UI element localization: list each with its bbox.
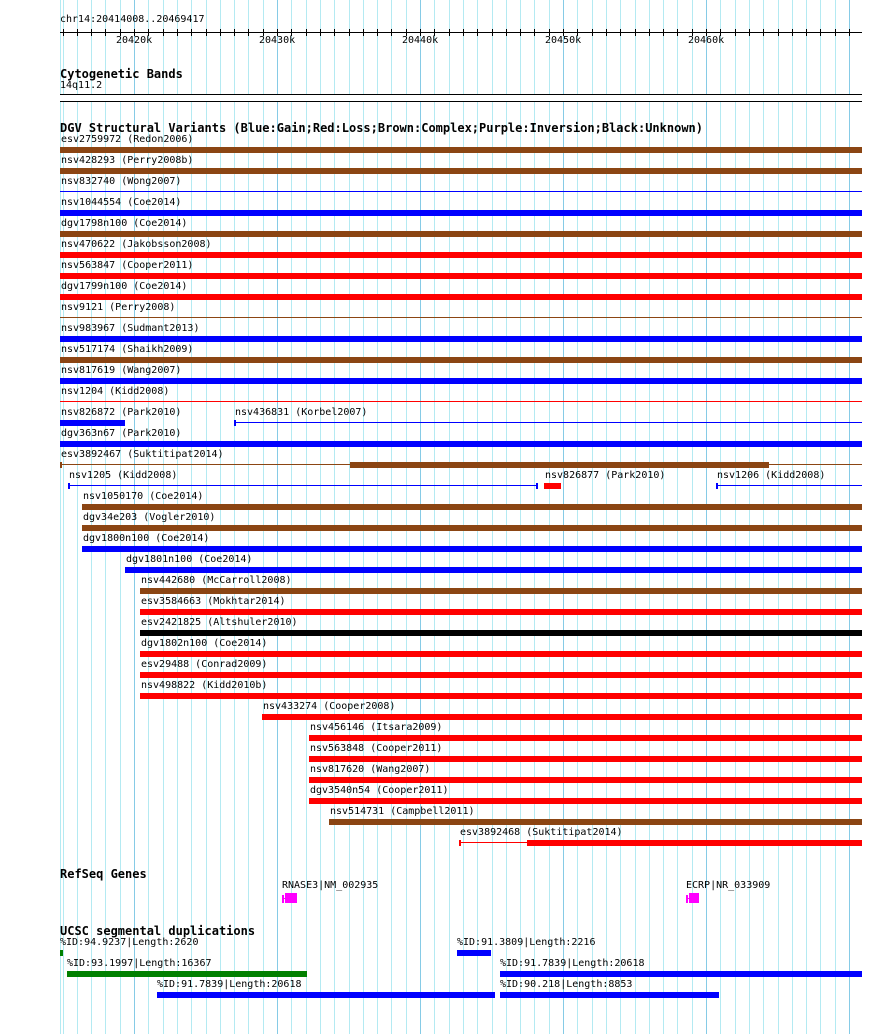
- ruler-tick: [778, 29, 779, 36]
- structural-variant-label[interactable]: nsv470622 (Jakobsson2008): [61, 239, 212, 250]
- structural-variant-bar[interactable]: [60, 273, 862, 279]
- segdup-label[interactable]: %ID:91.7839|Length:20618: [500, 958, 645, 969]
- grid-line: [477, 0, 478, 1034]
- ruler-tick: [849, 29, 850, 36]
- structural-variant-cap: [459, 840, 461, 846]
- structural-variant-cap: [234, 420, 236, 426]
- grid-line: [434, 0, 435, 1034]
- structural-variant-cap: [536, 483, 538, 489]
- ruler-tick: [163, 29, 164, 36]
- ruler-tick: [234, 29, 235, 36]
- ruler-tick: [649, 29, 650, 36]
- cytoband-band[interactable]: [60, 94, 862, 102]
- ruler-tick: [63, 29, 64, 36]
- structural-variant-label[interactable]: dgv1801n100 (Coe2014): [126, 554, 253, 565]
- grid-line: [720, 0, 721, 1034]
- structural-variant-label[interactable]: nsv826877 (Park2010): [545, 470, 666, 481]
- grid-line: [506, 0, 507, 1034]
- ruler-tick: [334, 29, 335, 36]
- structural-variant-label[interactable]: dgv363n67 (Park2010): [61, 428, 182, 439]
- cytoband-label: 14q11.2: [60, 80, 103, 91]
- ruler-tick-label: 20450k: [545, 35, 582, 46]
- grid-line: [406, 0, 407, 1034]
- ruler-axis-line: [60, 32, 862, 33]
- grid-line: [363, 0, 364, 1034]
- structural-variant-label[interactable]: nsv1204 (Kidd2008): [61, 386, 170, 397]
- structural-variant-label[interactable]: nsv832740 (Wong2007): [61, 176, 182, 187]
- structural-variant-bar[interactable]: [140, 693, 862, 699]
- grid-line: [749, 0, 750, 1034]
- structural-variant-label[interactable]: nsv563848 (Cooper2011): [310, 743, 443, 754]
- ruler-tick: [763, 29, 764, 36]
- structural-variant-label[interactable]: nsv517174 (Shaikh2009): [61, 344, 194, 355]
- structural-variant-bar[interactable]: [140, 630, 862, 636]
- ruler-tick: [306, 29, 307, 36]
- structural-variant-line[interactable]: [68, 485, 538, 486]
- structural-variant-label[interactable]: esv3892468 (Suktitipat2014): [460, 827, 623, 838]
- grid-line: [334, 0, 335, 1034]
- structural-variant-label[interactable]: nsv817619 (Wang2007): [61, 365, 182, 376]
- structural-variant-bar[interactable]: [140, 588, 862, 594]
- grid-line: [220, 0, 221, 1034]
- structural-variant-label[interactable]: nsv1205 (Kidd2008): [69, 470, 178, 481]
- structural-variant-label[interactable]: esv29488 (Conrad2009): [141, 659, 268, 670]
- dgv-track-title: DGV Structural Variants (Blue:Gain;Red:Loss;Brown:Complex;Purple:Inversion;Black:Unknown): [60, 121, 703, 135]
- gene-label[interactable]: RNASE3|NM_002935: [282, 880, 379, 891]
- grid-line: [835, 0, 836, 1034]
- ruler-tick: [534, 29, 535, 36]
- grid-line: [677, 0, 678, 1034]
- segdup-label[interactable]: %ID:91.7839|Length:20618: [157, 979, 302, 990]
- structural-variant-bar[interactable]: [60, 147, 862, 153]
- grid-line: [449, 0, 450, 1034]
- ruler-tick: [349, 29, 350, 36]
- structural-variant-label[interactable]: nsv498822 (Kidd2010b): [141, 680, 268, 691]
- grid-line: [663, 0, 664, 1034]
- structural-variant-label[interactable]: esv3584663 (Mokhtar2014): [141, 596, 286, 607]
- grid-line: [263, 0, 264, 1034]
- structural-variant-label[interactable]: nsv826872 (Park2010): [61, 407, 182, 418]
- grid-line: [577, 0, 578, 1034]
- structural-variant-cap: [68, 483, 70, 489]
- ruler-tick: [806, 29, 807, 36]
- segdup-track-title: UCSC segmental duplications: [60, 924, 256, 938]
- grid-line: [763, 0, 764, 1034]
- ruler-tick: [377, 29, 378, 36]
- grid-line: [377, 0, 378, 1034]
- structural-variant-bar[interactable]: [60, 357, 862, 363]
- structural-variant-label[interactable]: nsv433274 (Cooper2008): [263, 701, 396, 712]
- ruler-tick: [592, 29, 593, 36]
- cytoband-track-title: Cytogenetic Bands: [60, 67, 183, 81]
- ruler-tick: [635, 29, 636, 36]
- grid-line: [792, 0, 793, 1034]
- grid-line: [706, 0, 707, 1034]
- grid-line: [778, 0, 779, 1034]
- ruler-tick: [177, 29, 178, 36]
- grid-line: [320, 0, 321, 1034]
- structural-variant-bar[interactable]: [60, 231, 862, 237]
- structural-variant-line[interactable]: [234, 422, 862, 423]
- structural-variant-label[interactable]: esv3892467 (Suktitipat2014): [61, 449, 224, 460]
- position-label: chr14:20414008..20469417: [60, 14, 205, 25]
- structural-variant-label[interactable]: dgv1800n100 (Coe2014): [83, 533, 210, 544]
- structural-variant-bar[interactable]: [140, 672, 862, 678]
- ruler-tick-label: 20460k: [688, 35, 725, 46]
- ruler-tick: [391, 29, 392, 36]
- grid-line: [534, 0, 535, 1034]
- ruler-tick: [191, 29, 192, 36]
- structural-variant-bar[interactable]: [60, 252, 862, 258]
- ruler-tick: [91, 29, 92, 36]
- ruler-tick: [320, 29, 321, 36]
- structural-variant-label[interactable]: esv2421825 (Altshuler2010): [141, 617, 298, 628]
- structural-variant-label[interactable]: nsv456146 (Itsara2009): [310, 722, 443, 733]
- segdup-label[interactable]: %ID:91.3809|Length:2216: [457, 937, 596, 948]
- gene-exon[interactable]: [285, 893, 297, 903]
- ruler-tick: [835, 29, 836, 36]
- structural-variant-label[interactable]: nsv9121 (Perry2008): [61, 302, 176, 313]
- structural-variant-label[interactable]: nsv514731 (Campbell2011): [330, 806, 475, 817]
- grid-line: [492, 0, 493, 1034]
- structural-variant-bar[interactable]: [544, 483, 561, 489]
- ruler-tick: [77, 29, 78, 36]
- structural-variant-label[interactable]: dgv3540n54 (Cooper2011): [310, 785, 449, 796]
- grid-line: [735, 0, 736, 1034]
- segdup-bar[interactable]: [67, 971, 307, 977]
- structural-variant-line[interactable]: [60, 191, 862, 192]
- ruler-tick: [105, 29, 106, 36]
- structural-variant-bar[interactable]: [60, 441, 862, 447]
- ruler-tick-label: 20430k: [259, 35, 296, 46]
- structural-variant-label[interactable]: dgv1802n100 (Coe2014): [141, 638, 268, 649]
- structural-variant-bar[interactable]: [309, 735, 862, 741]
- grid-line: [606, 0, 607, 1034]
- structural-variant-bar[interactable]: [309, 756, 862, 762]
- structural-variant-bar[interactable]: [60, 378, 862, 384]
- segdup-label[interactable]: %ID:93.1997|Length:16367: [67, 958, 212, 969]
- structural-variant-bar[interactable]: [350, 462, 769, 468]
- structural-variant-label[interactable]: nsv436831 (Korbel2007): [235, 407, 368, 418]
- ruler-tick: [663, 29, 664, 36]
- grid-line: [277, 0, 278, 1034]
- ruler-tick: [477, 29, 478, 36]
- grid-line: [549, 0, 550, 1034]
- structural-variant-bar[interactable]: [527, 840, 862, 846]
- structural-variant-bar[interactable]: [140, 651, 862, 657]
- segdup-label[interactable]: %ID:94.9237|Length:2620: [60, 937, 199, 948]
- structural-variant-line[interactable]: [716, 485, 862, 486]
- segdup-bar[interactable]: [157, 992, 495, 998]
- ruler-tick: [677, 29, 678, 36]
- ruler-tick: [520, 29, 521, 36]
- grid-line: [248, 0, 249, 1034]
- grid-line: [806, 0, 807, 1034]
- grid-line: [291, 0, 292, 1034]
- structural-variant-line[interactable]: [60, 317, 862, 318]
- structural-variant-bar[interactable]: [60, 336, 862, 342]
- ruler-tick: [463, 29, 464, 36]
- ruler-tick: [606, 29, 607, 36]
- ruler-tick: [735, 29, 736, 36]
- gene-exon[interactable]: [689, 893, 699, 903]
- structural-variant-bar[interactable]: [309, 798, 862, 804]
- grid-line: [234, 0, 235, 1034]
- structural-variant-label[interactable]: nsv1206 (Kidd2008): [717, 470, 826, 481]
- segdup-bar[interactable]: [60, 950, 63, 956]
- segdup-bar[interactable]: [500, 971, 862, 977]
- ruler-tick: [363, 29, 364, 36]
- structural-variant-label[interactable]: nsv983967 (Sudmant2013): [61, 323, 200, 334]
- ruler-tick: [206, 29, 207, 36]
- structural-variant-label[interactable]: dgv1799n100 (Coe2014): [61, 281, 188, 292]
- gene-label[interactable]: ECRP|NR_033909: [686, 880, 771, 891]
- grid-line: [592, 0, 593, 1034]
- segdup-label[interactable]: %ID:90.218|Length:8853: [500, 979, 633, 990]
- grid-line: [692, 0, 693, 1034]
- grid-line: [349, 0, 350, 1034]
- structural-variant-line[interactable]: [60, 401, 862, 402]
- structural-variant-label[interactable]: nsv428293 (Perry2008b): [61, 155, 194, 166]
- structural-variant-bar[interactable]: [125, 567, 862, 573]
- ruler-tick: [620, 29, 621, 36]
- structural-variant-bar[interactable]: [60, 294, 862, 300]
- ruler-tick-label: 20440k: [402, 35, 439, 46]
- structural-variant-bar[interactable]: [82, 525, 862, 531]
- grid-line: [420, 0, 421, 1034]
- structural-variant-bar[interactable]: [82, 504, 862, 510]
- grid-line: [849, 0, 850, 1034]
- structural-variant-bar[interactable]: [60, 420, 125, 426]
- grid-line: [563, 0, 564, 1034]
- grid-line: [820, 0, 821, 1034]
- ruler-tick-label: 20420k: [116, 35, 153, 46]
- grid-line: [620, 0, 621, 1034]
- structural-variant-label[interactable]: nsv1050170 (Coe2014): [83, 491, 204, 502]
- grid-line: [635, 0, 636, 1034]
- structural-variant-bar[interactable]: [82, 546, 862, 552]
- structural-variant-bar[interactable]: [60, 168, 862, 174]
- structural-variant-cap: [60, 462, 62, 468]
- structural-variant-label[interactable]: nsv442680 (McCarroll2008): [141, 575, 292, 586]
- ruler-tick: [248, 29, 249, 36]
- structural-variant-cap: [716, 483, 718, 489]
- grid-line: [306, 0, 307, 1034]
- structural-variant-bar[interactable]: [309, 777, 862, 783]
- ruler-tick: [506, 29, 507, 36]
- ruler-tick: [449, 29, 450, 36]
- structural-variant-bar[interactable]: [329, 819, 862, 825]
- structural-variant-label[interactable]: nsv563847 (Cooper2011): [61, 260, 194, 271]
- ruler-tick: [820, 29, 821, 36]
- segdup-bar[interactable]: [457, 950, 491, 956]
- structural-variant-bar[interactable]: [262, 714, 862, 720]
- structural-variant-bar[interactable]: [60, 210, 862, 216]
- structural-variant-label[interactable]: dgv1798n100 (Coe2014): [61, 218, 188, 229]
- grid-line: [463, 0, 464, 1034]
- structural-variant-bar[interactable]: [140, 609, 862, 615]
- grid-line: [391, 0, 392, 1034]
- structural-variant-label[interactable]: nsv817620 (Wang2007): [310, 764, 431, 775]
- ruler-tick: [792, 29, 793, 36]
- refseq-track-title: RefSeq Genes: [60, 867, 147, 881]
- grid-line: [520, 0, 521, 1034]
- grid-line: [649, 0, 650, 1034]
- ruler-tick: [749, 29, 750, 36]
- structural-variant-label[interactable]: dgv34e203 (Vogler2010): [83, 512, 216, 523]
- segdup-bar[interactable]: [500, 992, 719, 998]
- structural-variant-label[interactable]: nsv1044554 (Coe2014): [61, 197, 182, 208]
- ruler-tick: [220, 29, 221, 36]
- structural-variant-label[interactable]: esv2759972 (Redon2006): [61, 134, 194, 145]
- ruler-tick: [492, 29, 493, 36]
